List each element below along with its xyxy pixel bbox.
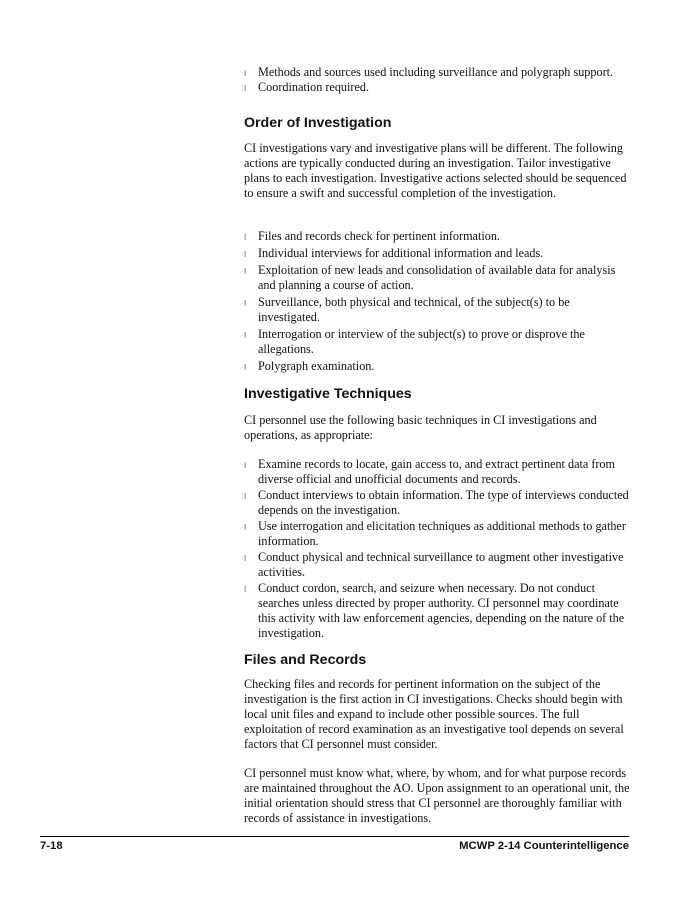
- bullet-marker: l: [244, 250, 247, 259]
- files-and-records-section: [244, 651, 634, 669]
- section-heading: Investigative Techniques: [244, 386, 412, 402]
- order-of-investigation-section: [244, 114, 634, 132]
- bullet-text: Files and records check for pertinent information.: [258, 229, 500, 243]
- list-item: [244, 457, 634, 487]
- publication-title: MCWP 2-14 Counterintelligence: [459, 840, 629, 852]
- bullet-text: Interrogation or interview of the subject(s) to prove or disprove the allegations.: [258, 327, 585, 356]
- list-item: [244, 488, 634, 518]
- files-paragraph-2-block: [244, 766, 634, 826]
- list-item: [244, 246, 634, 261]
- section-heading: Order of Investigation: [244, 115, 392, 131]
- bullet-text: Surveillance, both physical and technical, of the subject(s) to be investigated.: [258, 295, 570, 324]
- bullet-text: Conduct interviews to obtain information. The type of interviews conducted depends on the investigation.: [258, 488, 629, 517]
- section-paragraph: Checking files and records for pertinent information on the subject of the investigation is the first action in CI investigations. Checks should begin with local unit files and expand to include other possible sources. The full exploitation of record examination as an investigative tool depends on several factors that CI personnel must consider.: [244, 677, 624, 751]
- bullet-text: Exploitation of new leads and consolidation of available data for analysis and planning a course of action.: [258, 263, 616, 292]
- investigative-techniques-section: [244, 385, 634, 403]
- bullet-marker: l: [244, 492, 247, 501]
- bullet-text: Polygraph examination.: [258, 359, 375, 373]
- list-item: [244, 327, 634, 357]
- list-item: [244, 229, 634, 244]
- section-paragraph: CI personnel must know what, where, by whom, and for what purpose records are maintained throughout the AO. Upon assignment to an operational unit, the initial orientation should stress that CI personnel are thoroughly familiar with records of assistance in investigations.: [244, 766, 630, 825]
- section-heading: Files and Records: [244, 652, 367, 668]
- bullet-marker: l: [244, 267, 247, 276]
- files-paragraph-1-block: [244, 677, 634, 752]
- list-item: [244, 263, 634, 293]
- bullet-marker: l: [244, 233, 247, 242]
- bullet-text: Individual interviews for additional information and leads.: [258, 246, 544, 260]
- techniques-paragraph-block: [244, 413, 634, 443]
- bullet-text: Conduct cordon, search, and seizure when necessary. Do not conduct searches unless directed by proper authority. CI personnel may coordinate this activity with law enforcement agencies, depending on the nature of the investigation.: [258, 581, 625, 640]
- bullet-marker: l: [244, 69, 247, 78]
- bullet-marker: l: [244, 554, 247, 563]
- section-paragraph: CI investigations vary and investigative plans will be different. The following actions are typically conducted during an investigation. Tailor investigative plans to each investigation. Investigative actions selected should be sequenced to ensure a swift and successful completion of the investigation.: [244, 141, 627, 200]
- list-item: [244, 359, 634, 374]
- bullet-text: Conduct physical and technical surveillance to augment other investigative activities.: [258, 550, 624, 579]
- bullet-text: Methods and sources used including surveillance and polygraph support.: [258, 65, 614, 79]
- footer-rule: [40, 836, 629, 837]
- bullet-marker: l: [244, 363, 247, 372]
- page-number: 7-18: [40, 840, 63, 852]
- list-item: [244, 581, 634, 641]
- list-item: [244, 519, 634, 549]
- bullet-marker: l: [244, 299, 247, 308]
- order-bullet-list: [244, 229, 634, 374]
- bullet-marker: l: [244, 461, 247, 470]
- bullet-marker: l: [244, 331, 247, 340]
- bullet-text: Use interrogation and elicitation techniques as additional methods to gather information.: [258, 519, 626, 548]
- bullet-marker: l: [244, 585, 247, 594]
- section-paragraph: CI personnel use the following basic techniques in CI investigations and operations, as appropriate:: [244, 413, 597, 442]
- top-bullet-list: [244, 65, 634, 95]
- order-paragraph-block: [244, 141, 634, 201]
- list-item: [244, 295, 634, 325]
- bullet-marker: l: [244, 523, 247, 532]
- bullet-text: Examine records to locate, gain access to, and extract pertinent data from diverse official and unofficial documents and records.: [258, 457, 616, 486]
- list-item: [244, 65, 634, 80]
- bullet-text: Coordination required.: [258, 80, 370, 94]
- bullet-marker: l: [244, 84, 247, 93]
- list-item: [244, 80, 634, 95]
- list-item: [244, 550, 634, 580]
- techniques-bullet-list: [244, 457, 634, 641]
